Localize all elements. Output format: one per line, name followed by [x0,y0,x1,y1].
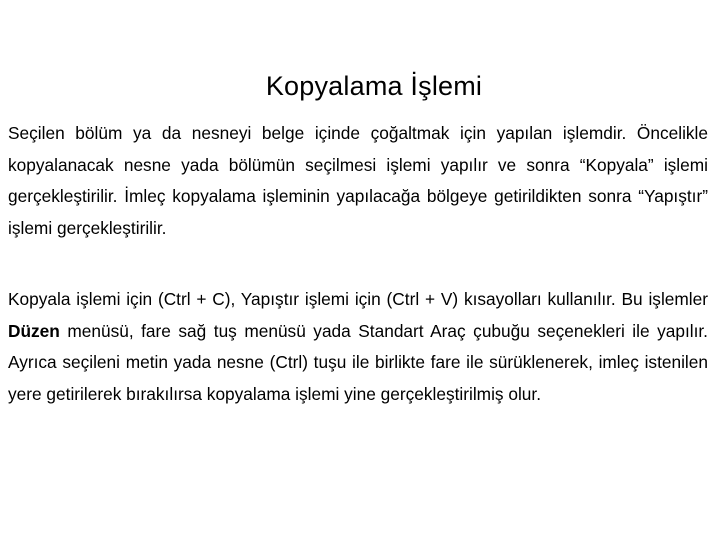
paragraph-text-start: Kopyala işlemi için (Ctrl + C), Yapıştır işlemi için (Ctrl + V) kısayolları kullanılır. Bu işlemler [8,289,708,309]
slide-title: Kopyalama İşlemi [265,71,483,102]
paragraph-copy-shortcuts [8,284,708,410]
paragraph-copy-definition: Seçilen bölüm ya da nesneyi belge içinde çoğaltmak için yapılan işlemdir. Öncelikle kopyalanacak nesne yada bölümün seçilmesi işlemi yapılır ve sonra “Kopyala” işlemi gerçekleştirilir. İmleç kopyalama işleminin yapılacağa bölgeye getirildikten sonra “Yapıştır” işlemi gerçekleştirilir. [8,123,708,238]
paragraph-text-end: menüsü, fare sağ tuş menüsü yada Standart Araç çubuğu seçenekleri ile yapılır. Ayrıca seçileni metin yada nesne (Ctrl) tuşu ile birlikte fare ile sürüklenerek, imleç istenilen yere getirilerek bırakılırsa kopyalama işlemi yine gerçekleştirilmiş olur. [8,320,708,404]
menu-name-duzen: Düzen [8,320,60,341]
